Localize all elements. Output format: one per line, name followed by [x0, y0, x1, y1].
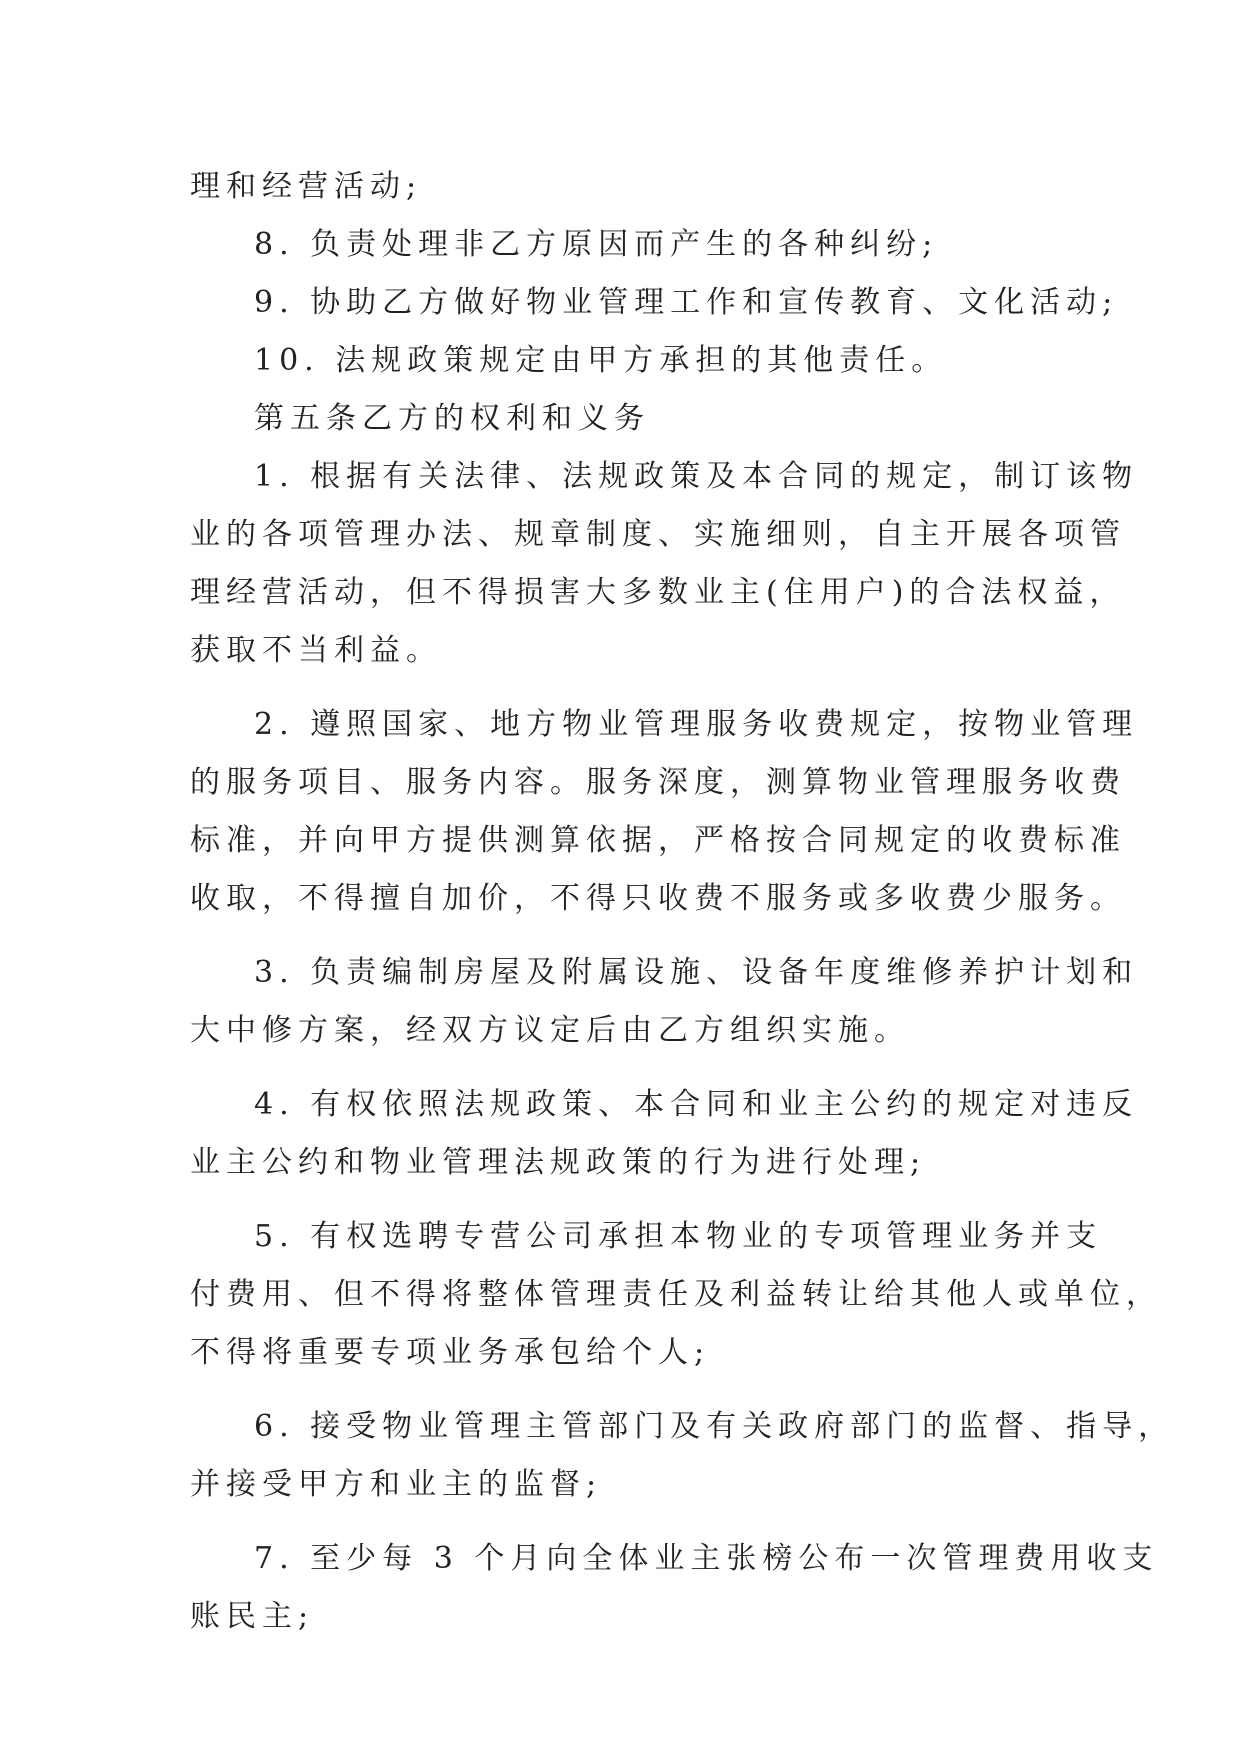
document-page	[190, 158, 1175, 1646]
paragraph-line: 6. 接受物业管理主管部门及有关政府部门的监督、指导，	[254, 1409, 1175, 1444]
paragraph-line: 业的各项管理办法、规章制度、实施细则，自主开展各项管	[190, 517, 1126, 552]
paragraph-line: 的服务项目、服务内容。服务深度，测算物业管理服务收费	[190, 765, 1126, 800]
paragraph-line: 付费用、但不得将整体管理责任及利益转让给其他人或单位，	[190, 1277, 1162, 1312]
paragraph-line: 5. 有权选聘专营公司承担本物业的专项管理业务并支	[254, 1219, 1103, 1254]
paragraph-line: 4. 有权依照法规政策、本合同和业主公约的规定对违反	[254, 1087, 1139, 1122]
paragraph-line: 大中修方案，经双方议定后由乙方组织实施。	[190, 1013, 910, 1048]
paragraph-line: 理经营活动，但不得损害大多数业主(住用户)的合法权益，	[190, 575, 1126, 610]
paragraph-line: 标准，并向甲方提供测算依据，严格按合同规定的收费标准	[190, 823, 1126, 858]
paragraph-line: 10. 法规政策规定由甲方承担的其他责任。	[254, 343, 948, 378]
section-heading: 第五条乙方的权利和义务	[254, 401, 650, 436]
paragraph-line: 理和经营活动;	[190, 169, 423, 204]
paragraph-line: 获取不当利益。	[190, 633, 442, 668]
paragraph-line: 3. 负责编制房屋及附属设施、设备年度维修养护计划和	[254, 955, 1139, 990]
paragraph-line: 并接受甲方和业主的监督;	[190, 1467, 603, 1502]
paragraph-line: 不得将重要专项业务承包给个人;	[190, 1335, 711, 1370]
paragraph-line: 业主公约和物业管理法规政策的行为进行处理;	[190, 1145, 927, 1180]
paragraph-line: 7. 至少每 3 个月向全体业主张榜公布一次管理费用收支	[254, 1541, 1159, 1576]
paragraph-line: 收取，不得擅自加价，不得只收费不服务或多收费少服务。	[190, 881, 1126, 916]
paragraph-line: 账民主;	[190, 1599, 315, 1634]
paragraph-line: 9. 协助乙方做好物业管理工作和宣传教育、文化活动;	[254, 285, 1119, 320]
paragraph-line: 2. 遵照国家、地方物业管理服务收费规定，按物业管理	[254, 707, 1139, 742]
paragraph-line: 8. 负责处理非乙方原因而产生的各种纠纷;	[254, 227, 939, 262]
paragraph-line: 1. 根据有关法律、法规政策及本合同的规定，制订该物	[254, 459, 1139, 494]
